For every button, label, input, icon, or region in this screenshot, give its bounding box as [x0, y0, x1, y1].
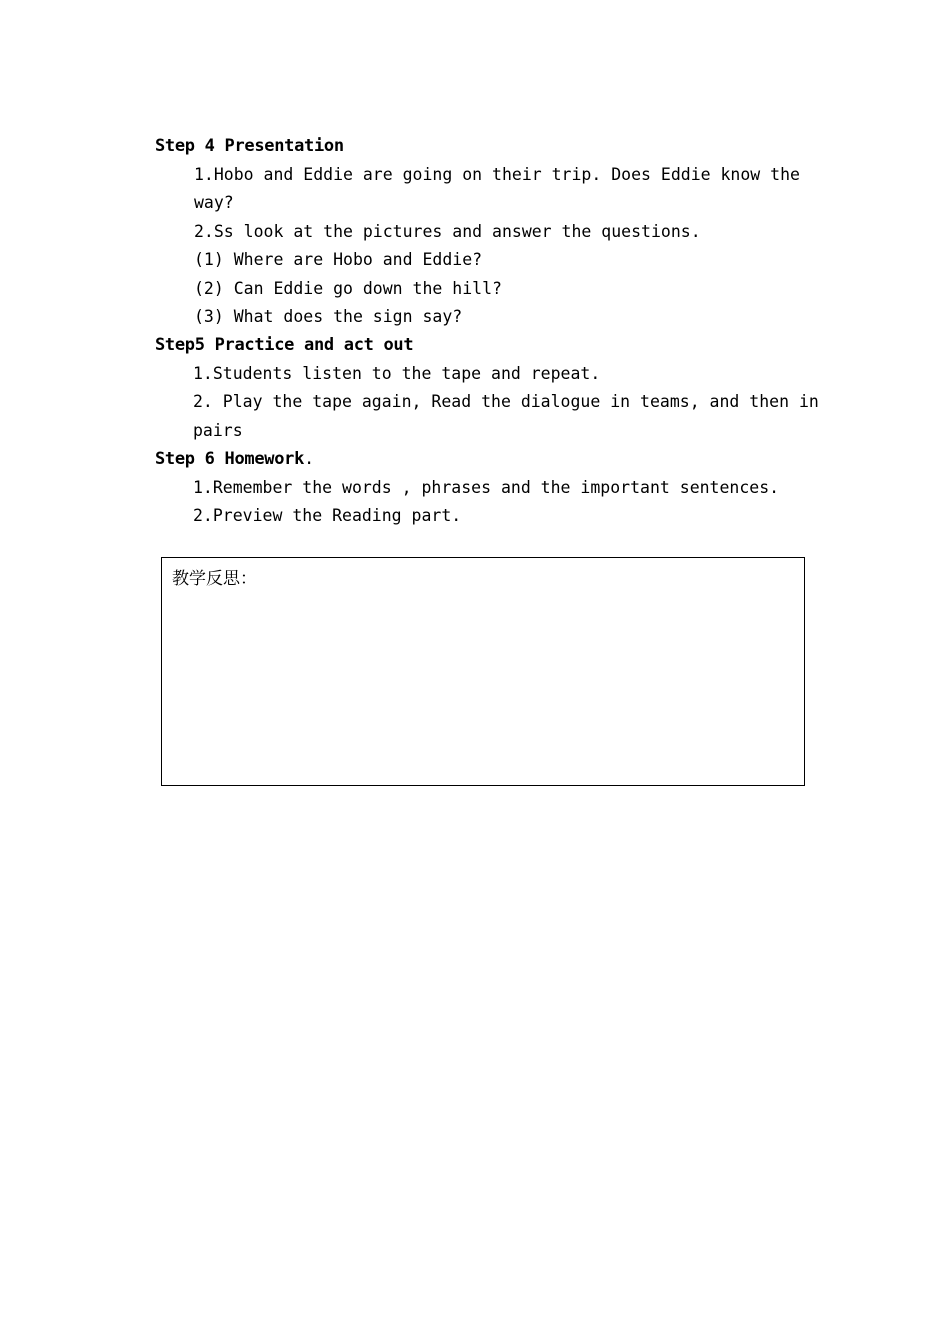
step6-heading-period: . [304, 449, 314, 469]
step5-item2-line1: 2. Play the tape again, Read the dialogue in teams, and then in [193, 392, 819, 411]
teaching-reflection-label: 教学反思： [172, 569, 257, 589]
step6-item1: 1.Remember the words , phrases and the important sentences. [193, 478, 780, 497]
step6-heading-text: Step 6 Homework [155, 449, 305, 469]
step4-item1-line2: way? [194, 193, 234, 212]
teaching-reflection-box [161, 557, 805, 786]
step6-heading [155, 449, 314, 469]
step4-question-1: (1) Where are Hobo and Eddie? [194, 250, 483, 269]
step4-item2: 2.Ss look at the pictures and answer the questions. [194, 222, 701, 241]
step6-item2: 2.Preview the Reading part. [193, 506, 462, 525]
step4-question-3: (3) What does the sign say? [194, 307, 463, 326]
step5-item2-line2: pairs [193, 421, 243, 440]
step5-item1: 1.Students listen to the tape and repeat. [193, 364, 601, 383]
step5-heading: Step5 Practice and act out [155, 335, 414, 355]
step4-heading: Step 4 Presentation [155, 136, 344, 156]
step4-item1-line1: 1.Hobo and Eddie are going on their trip. Does Eddie know the [194, 165, 800, 184]
step4-question-2: (2) Can Eddie go down the hill? [194, 279, 502, 298]
